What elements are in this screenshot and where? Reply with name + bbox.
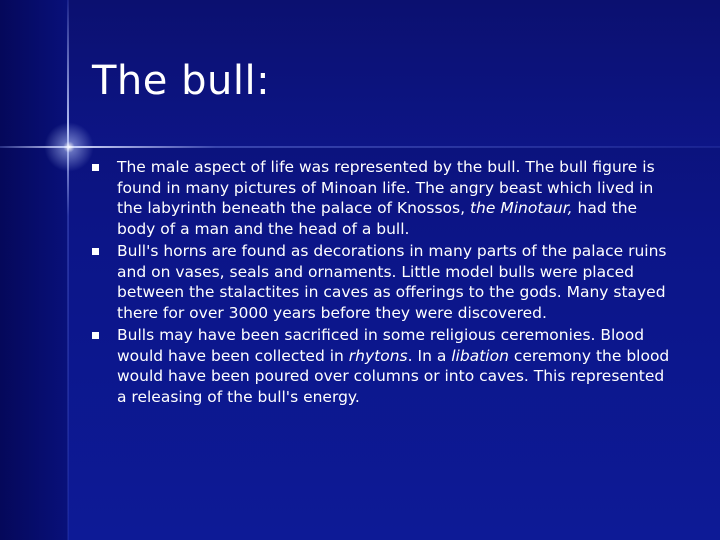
slide-title: The bull: (92, 58, 271, 104)
text-segment: Bull's horns are found as decorations in many parts of the palace ruins and on vases, seals and ornaments. Little model bulls were placed between the stalactites in caves as offerings to the gods. Many stayed there for over 3000 years before they were discovered. (117, 242, 667, 322)
bullet-list (92, 157, 677, 409)
sparkle-icon (40, 118, 98, 176)
bullet-text (117, 158, 655, 238)
text-segment-italic: libation (451, 346, 509, 365)
bullet-item (92, 241, 677, 323)
bullet-item (92, 157, 677, 239)
horizontal-line-decoration (0, 146, 720, 148)
left-band-decoration (0, 0, 68, 540)
bullet-text (117, 326, 669, 406)
vertical-line-decoration (67, 0, 69, 540)
text-segment-italic: the Minotaur, (469, 199, 573, 217)
square-bullet-icon (92, 164, 99, 171)
text-segment: ceremony the blood would have been poured over columns or into caves. This represented a releasing of the bull's energy. (117, 346, 670, 406)
bullet-text (117, 242, 667, 322)
text-segment: The male aspect of life was represented by the bull. The bull figure is found in many pictures of Minoan life. The angry beast which lived in the labyrinth beneath the palace of Knossos, (117, 158, 655, 217)
square-bullet-icon (92, 248, 99, 255)
bullet-item (92, 325, 677, 407)
square-bullet-icon (92, 332, 99, 339)
text-segment: . In a (407, 346, 452, 365)
text-segment: Bulls may have been sacrificed in some religious ceremonies. Blood would have been collected in (117, 326, 645, 365)
text-segment: had the body of a man and the head of a bull. (117, 199, 638, 238)
text-segment-italic: rhytons (348, 346, 408, 365)
